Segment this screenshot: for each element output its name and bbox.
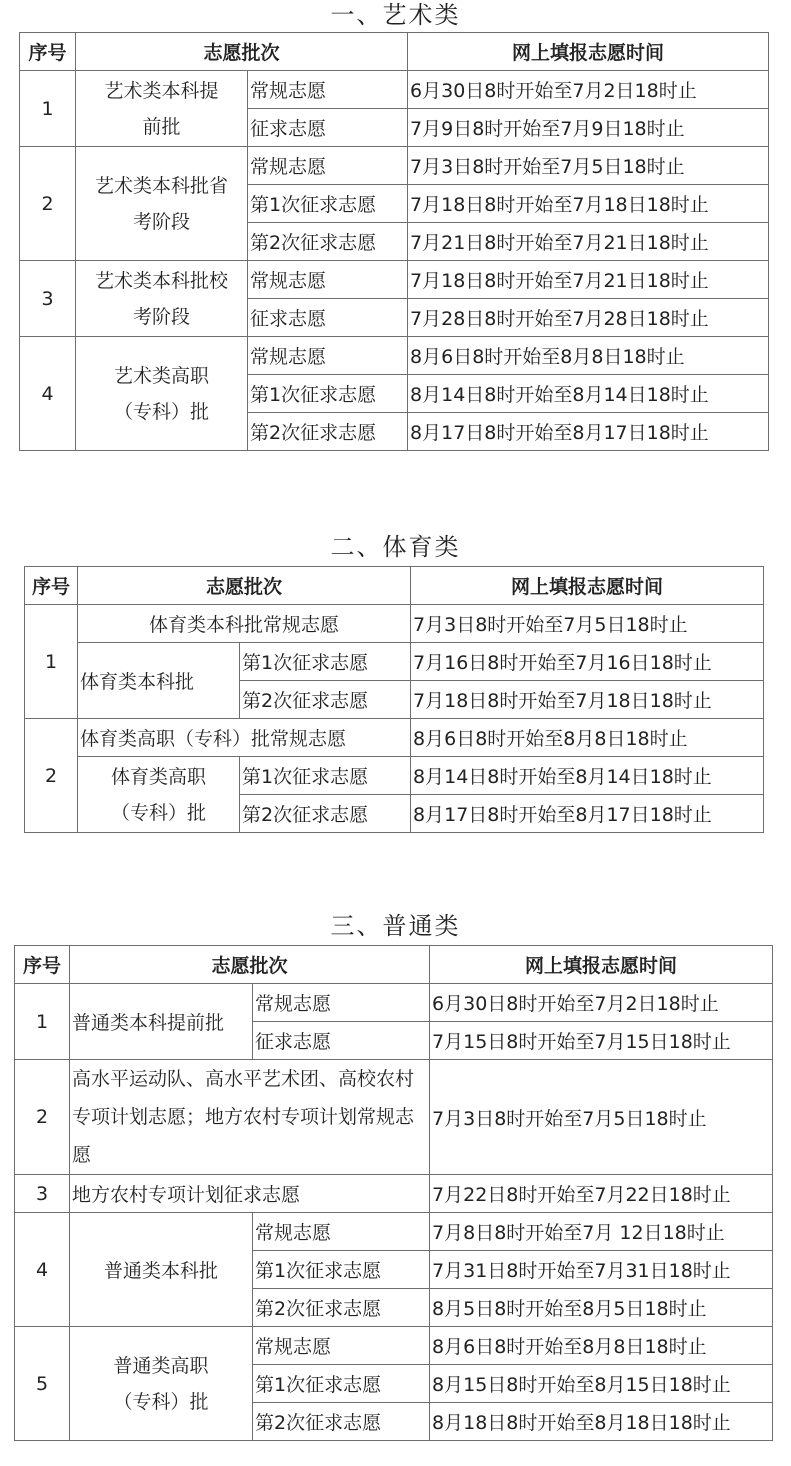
- volunteer-type: 第2次征求志愿: [240, 795, 411, 833]
- volunteer-type: 征求志愿: [248, 109, 408, 147]
- volunteer-type: 常规志愿: [248, 71, 408, 109]
- fill-time: 7月8日8时开始至7月 12日18时止: [430, 1213, 773, 1251]
- general-schedule-table: [14, 945, 773, 1441]
- row-num: 2: [20, 147, 76, 261]
- fill-time: 7月3日8时开始至7月5日18时止: [408, 147, 769, 185]
- table-row: [15, 1175, 773, 1213]
- batch-regular-label: 体育类本科批常规志愿: [78, 605, 411, 643]
- fill-time: 7月18日8时开始至7月21日18时止: [408, 261, 769, 299]
- volunteer-type: 征求志愿: [248, 299, 408, 337]
- row-num: 4: [15, 1213, 70, 1327]
- batch-name: 艺术类本科提前批: [76, 71, 248, 147]
- row-num: 5: [15, 1327, 70, 1441]
- volunteer-type: 第1次征求志愿: [240, 757, 411, 795]
- table-header-row: [15, 946, 773, 984]
- header-num: 序号: [20, 33, 76, 71]
- row-num: 2: [15, 1060, 70, 1175]
- table-row: [15, 1327, 773, 1365]
- batch-label: 地方农村专项计划征求志愿: [70, 1175, 430, 1213]
- table-header-row: [20, 33, 769, 71]
- fill-time: 7月18日8时开始至7月18日18时止: [411, 681, 764, 719]
- batch-label: 高水平运动队、高水平艺术团、高校农村专项计划志愿；地方农村专项计划常规志愿: [70, 1060, 430, 1175]
- fill-time: 6月30日8时开始至7月2日18时止: [408, 71, 769, 109]
- fill-time: 7月9日8时开始至7月9日18时止: [408, 109, 769, 147]
- batch-name: 艺术类本科批省考阶段: [76, 147, 248, 261]
- row-num: 3: [20, 261, 76, 337]
- table-row: [25, 757, 764, 795]
- row-num: 2: [25, 719, 78, 833]
- table-row: [15, 1060, 773, 1175]
- fill-time: 8月14日8时开始至8月14日18时止: [408, 375, 769, 413]
- fill-time: 8月6日8时开始至8月8日18时止: [411, 719, 764, 757]
- row-num: 1: [20, 71, 76, 147]
- volunteer-type: 第1次征求志愿: [253, 1251, 430, 1289]
- section-title-sports: 二、体育类: [330, 533, 461, 561]
- fill-time: 7月21日8时开始至7月21日18时止: [408, 223, 769, 261]
- header-time: 网上填报志愿时间: [430, 946, 773, 984]
- header-batch: 志愿批次: [70, 946, 430, 984]
- header-time: 网上填报志愿时间: [411, 567, 764, 605]
- header-batch: 志愿批次: [78, 567, 411, 605]
- header-batch: 志愿批次: [76, 33, 408, 71]
- volunteer-type: 第1次征求志愿: [240, 643, 411, 681]
- row-num: 1: [15, 984, 70, 1060]
- batch-name: 普通类本科批: [70, 1213, 253, 1327]
- batch-regular-label: 体育类高职（专科）批常规志愿: [78, 719, 411, 757]
- row-num: 3: [15, 1175, 70, 1213]
- section-title-general: 三、普通类: [330, 912, 461, 940]
- row-num: 1: [25, 605, 78, 719]
- table-row: [15, 984, 773, 1022]
- table-row: [20, 71, 769, 109]
- fill-time: 7月18日8时开始至7月18日18时止: [408, 185, 769, 223]
- fill-time: 8月6日8时开始至8月8日18时止: [430, 1327, 773, 1365]
- fill-time: 7月31日8时开始至7月31日18时止: [430, 1251, 773, 1289]
- batch-name: 普通类高职（专科）批: [70, 1327, 253, 1441]
- row-num: 4: [20, 337, 76, 451]
- volunteer-type: 第2次征求志愿: [248, 413, 408, 451]
- batch-name: 体育类本科批: [78, 643, 240, 719]
- fill-time: 8月15日8时开始至8月15日18时止: [430, 1365, 773, 1403]
- header-num: 序号: [15, 946, 70, 984]
- volunteer-type: 第1次征求志愿: [248, 375, 408, 413]
- volunteer-type: 第2次征求志愿: [240, 681, 411, 719]
- volunteer-type: 第2次征求志愿: [248, 223, 408, 261]
- fill-time: 8月17日8时开始至8月17日18时止: [408, 413, 769, 451]
- volunteer-type: 常规志愿: [248, 261, 408, 299]
- volunteer-type: 征求志愿: [253, 1022, 430, 1060]
- art-schedule-table: [19, 32, 769, 451]
- fill-time: 8月17日8时开始至8月17日18时止: [411, 795, 764, 833]
- batch-name: 艺术类高职（专科）批: [76, 337, 248, 451]
- fill-time: 8月6日8时开始至8月8日18时止: [408, 337, 769, 375]
- table-row: [15, 1213, 773, 1251]
- fill-time: 8月5日8时开始至8月5日18时止: [430, 1289, 773, 1327]
- section-title-art: 一、艺术类: [330, 1, 461, 29]
- table-row: [20, 261, 769, 299]
- fill-time: 8月14日8时开始至8月14日18时止: [411, 757, 764, 795]
- volunteer-type: 常规志愿: [253, 1327, 430, 1365]
- table-row: [20, 147, 769, 185]
- volunteer-type: 第1次征求志愿: [253, 1365, 430, 1403]
- table-header-row: [25, 567, 764, 605]
- table-row: [25, 643, 764, 681]
- volunteer-type: 常规志愿: [253, 984, 430, 1022]
- table-row: [20, 337, 769, 375]
- volunteer-type: 常规志愿: [248, 147, 408, 185]
- fill-time: 7月22日8时开始至7月22日18时止: [430, 1175, 773, 1213]
- batch-name: 体育类高职（专科）批: [78, 757, 240, 833]
- batch-name: 艺术类本科批校考阶段: [76, 261, 248, 337]
- fill-time: 7月28日8时开始至7月28日18时止: [408, 299, 769, 337]
- fill-time: 7月15日8时开始至7月15日18时止: [430, 1022, 773, 1060]
- fill-time: 7月16日8时开始至7月16日18时止: [411, 643, 764, 681]
- fill-time: 8月18日8时开始至8月18日18时止: [430, 1403, 773, 1441]
- batch-name: 普通类本科提前批: [70, 984, 253, 1060]
- header-num: 序号: [25, 567, 78, 605]
- fill-time: 6月30日8时开始至7月2日18时止: [430, 984, 773, 1022]
- fill-time: 7月3日8时开始至7月5日18时止: [411, 605, 764, 643]
- volunteer-type: 第2次征求志愿: [253, 1403, 430, 1441]
- table-row: [25, 719, 764, 757]
- volunteer-type: 第2次征求志愿: [253, 1289, 430, 1327]
- volunteer-type: 常规志愿: [248, 337, 408, 375]
- header-time: 网上填报志愿时间: [408, 33, 769, 71]
- fill-time: 7月3日8时开始至7月5日18时止: [430, 1060, 773, 1175]
- volunteer-type: 第1次征求志愿: [248, 185, 408, 223]
- sports-schedule-table: [24, 566, 764, 833]
- volunteer-type: 常规志愿: [253, 1213, 430, 1251]
- table-row: [25, 605, 764, 643]
